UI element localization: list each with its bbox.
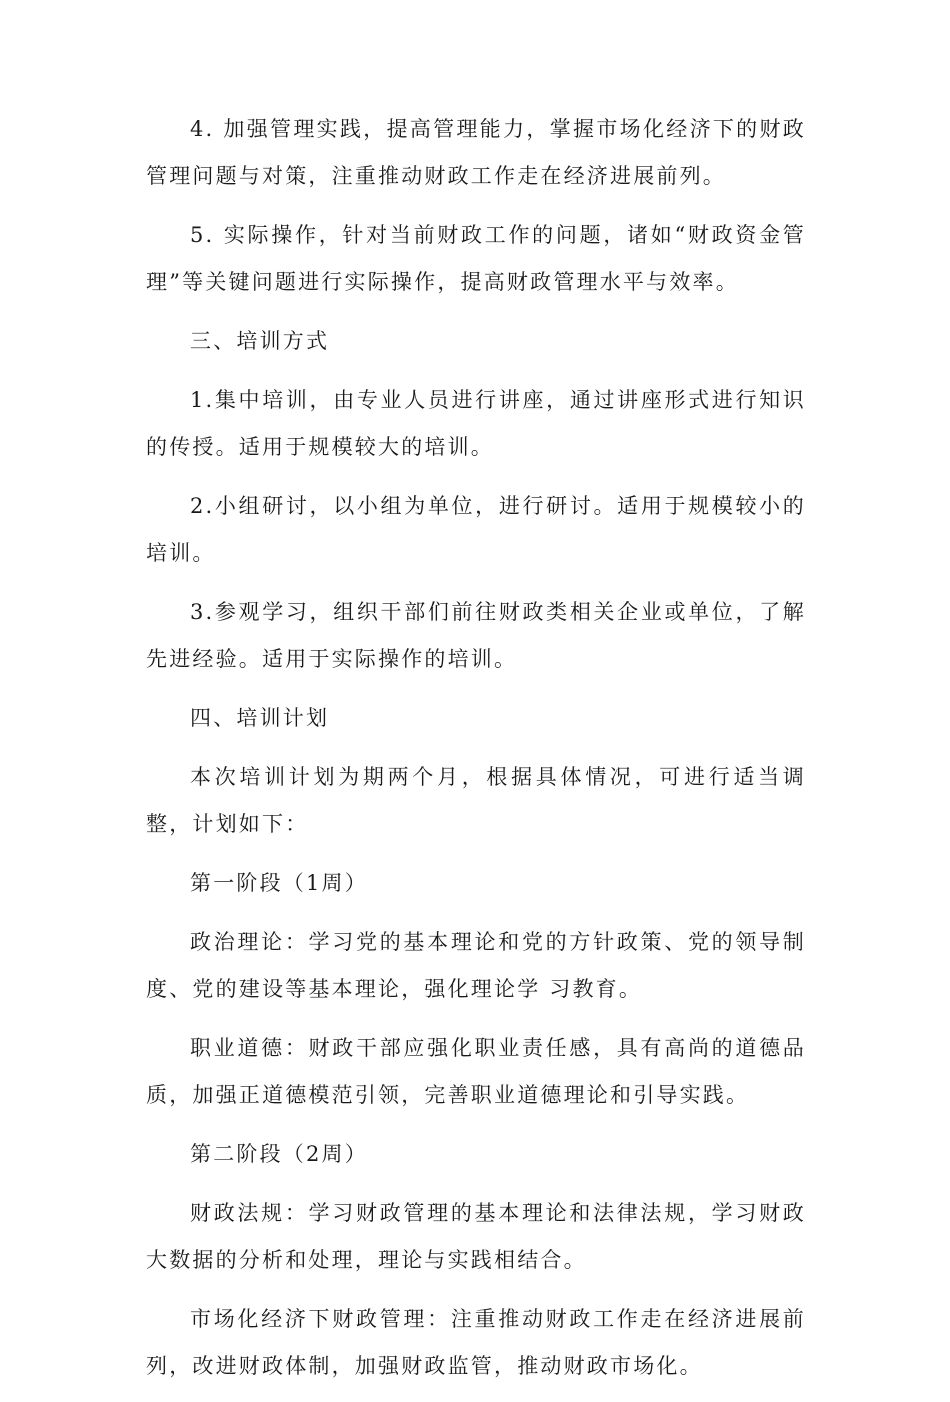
section-heading-training-method: 三、培训方式 (190, 329, 330, 353)
stage-2-market-fiscal-management: 市场化经济下财政管理：注重推动财政工作走在经济进展前列，改进财政体制，加强财政监管，推动财政市场化。 (146, 1307, 806, 1378)
document-body (146, 106, 806, 1402)
method-item-1: 1.集中培训，由专业人员进行讲座，通过讲座形式进行知识的传授。适用于规模较大的培训。 (146, 388, 806, 459)
stage-1-heading: 第一阶段（1周） (190, 871, 368, 895)
method-item-2: 2.小组研讨，以小组为单位，进行研讨。适用于规模较小的培训。 (146, 494, 806, 565)
plan-intro-paragraph: 本次培训计划为期两个月，根据具体情况，可进行适当调整，计划如下： (146, 765, 806, 836)
stage-2-heading: 第二阶段（2周） (190, 1142, 368, 1166)
method-item-3: 3.参观学习，组织干部们前往财政类相关企业或单位，了解先进经验。适用于实际操作的培训。 (146, 600, 806, 671)
stage-1-professional-ethics: 职业道德：财政干部应强化职业责任感，具有高尚的道德品质，加强正道德模范引领，完善职业道德理论和引导实践。 (146, 1036, 806, 1107)
section-heading-training-plan: 四、培训计划 (190, 706, 330, 730)
item-paragraph-5: 5. 实际操作，针对当前财政工作的问题，诸如“财政资金管理”等关键问题进行实际操作，提高财政管理水平与效率。 (146, 223, 806, 294)
stage-1-political-theory: 政治理论：学习党的基本理论和党的方针政策、党的领导制度、党的建设等基本理论，强化理论学 习教育。 (146, 930, 806, 1001)
stage-2-fiscal-regulations: 财政法规：学习财政管理的基本理论和法律法规，学习财政大数据的分析和处理，理论与实践相结合。 (146, 1201, 806, 1272)
item-paragraph-4: 4. 加强管理实践，提高管理能力，掌握市场化经济下的财政管理问题与对策，注重推动财政工作走在经济进展前列。 (146, 117, 806, 188)
